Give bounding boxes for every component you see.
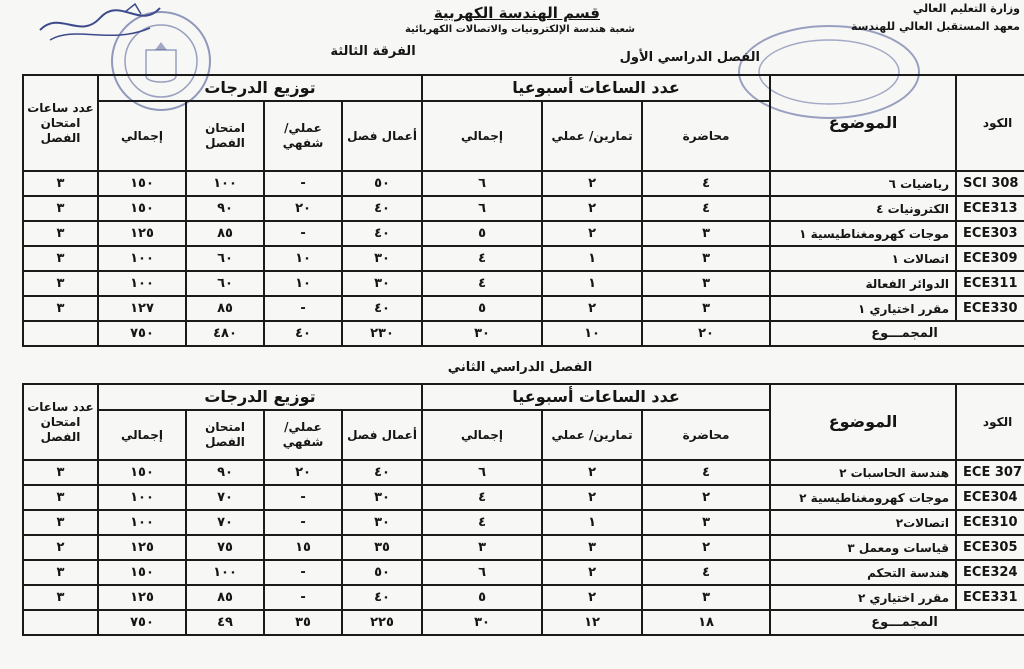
table-row (23, 246, 1024, 271)
cell-lecture: ٤ (642, 460, 770, 485)
cell-subject: قياسات ومعمل ٣ (770, 535, 956, 560)
cell-exam-hours: ٣ (23, 296, 98, 321)
cell-exercises: ٢ (542, 221, 642, 246)
col-coursework: أعمال فصل (342, 101, 422, 171)
cell-code: ECE324 (956, 560, 1024, 585)
col-subject: الموضوع (770, 384, 956, 460)
total-total-hours: ٣٠ (422, 610, 542, 635)
cell-total-grades: ١٠٠ (98, 246, 186, 271)
department-title: قسم الهندسة الكهربية (433, 4, 600, 22)
cell-exam: ٨٥ (186, 221, 264, 246)
cell-total-hours: ٤ (422, 485, 542, 510)
total-exam-hours (23, 610, 98, 635)
table-row (23, 485, 1024, 510)
cell-exercises: ٢ (542, 585, 642, 610)
cell-exam-hours: ٣ (23, 460, 98, 485)
cell-total-grades: ١٢٥ (98, 221, 186, 246)
col-exam-hours: عدد ساعات امتحان الفصل (23, 75, 98, 171)
cell-exam: ٦٠ (186, 271, 264, 296)
col-total-grades: إجمالي (98, 410, 186, 460)
cell-coursework: ٤٠ (342, 296, 422, 321)
cell-total-grades: ١٠٠ (98, 510, 186, 535)
cell-exam: ٧٠ (186, 485, 264, 510)
cell-subject: الكترونيات ٤ (770, 196, 956, 221)
cell-total-hours: ٦ (422, 196, 542, 221)
cell-coursework: ٤٠ (342, 221, 422, 246)
cell-code: ECE311 (956, 271, 1024, 296)
col-lecture: محاضرة (642, 410, 770, 460)
cell-lecture: ٤ (642, 560, 770, 585)
total-exam: ٤٨٠ (186, 321, 264, 346)
cell-exam-hours: ٣ (23, 171, 98, 196)
cell-total-hours: ٥ (422, 221, 542, 246)
cell-exam-hours: ٢ (23, 535, 98, 560)
cell-exercises: ٢ (542, 171, 642, 196)
semester1-label: الفصل الدراسي الأول (619, 50, 760, 65)
total-lecture: ٢٠ (642, 321, 770, 346)
col-total-hours: إجمالي (422, 410, 542, 460)
cell-subject: رياضيات ٦ (770, 171, 956, 196)
cell-exam: ٧٠ (186, 510, 264, 535)
cell-subject: هندسة الحاسبات ٢ (770, 460, 956, 485)
cell-coursework: ٥٠ (342, 171, 422, 196)
cell-code: SCI 308 (956, 171, 1024, 196)
total-total-grades: ٧٥٠ (98, 610, 186, 635)
cell-exam: ٧٥ (186, 535, 264, 560)
table-row (23, 510, 1024, 535)
col-practical-oral: عملي/ شفهي (264, 101, 342, 171)
cell-practical-oral: ١٥ (264, 535, 342, 560)
col-coursework: أعمال فصل (342, 410, 422, 460)
cell-code: ECE 307 (956, 460, 1024, 485)
cell-lecture: ٤ (642, 196, 770, 221)
year-label: الفرقة الثالثة (330, 44, 416, 59)
cell-exercises: ٣ (542, 535, 642, 560)
cell-lecture: ٣ (642, 296, 770, 321)
cell-coursework: ٤٠ (342, 585, 422, 610)
cell-exam-hours: ٣ (23, 560, 98, 585)
cell-code: ECE310 (956, 510, 1024, 535)
total-coursework: ٢٢٥ (342, 610, 422, 635)
total-exam-hours (23, 321, 98, 346)
cell-lecture: ٣ (642, 246, 770, 271)
cell-total-grades: ١٢٥ (98, 535, 186, 560)
cell-total-hours: ٦ (422, 171, 542, 196)
semester1-body (23, 171, 1024, 346)
cell-subject: مقرر اختياري ٢ (770, 585, 956, 610)
cell-subject: اتصالات ١ (770, 246, 956, 271)
cell-total-grades: ١٢٧ (98, 296, 186, 321)
col-total-grades: إجمالي (98, 101, 186, 171)
cell-code: ECE303 (956, 221, 1024, 246)
cell-practical-oral: - (264, 221, 342, 246)
cell-exam-hours: ٣ (23, 221, 98, 246)
col-weekly-hours: عدد الساعات أسبوعيا (422, 75, 770, 101)
total-exercises: ١٠ (542, 321, 642, 346)
cell-code: ECE331 (956, 585, 1024, 610)
cell-coursework: ٣٠ (342, 485, 422, 510)
cell-code: ECE313 (956, 196, 1024, 221)
table-row (23, 171, 1024, 196)
handwritten-signature-icon (30, 0, 180, 50)
cell-practical-oral: - (264, 485, 342, 510)
col-final-exam: امتحان الفصل (186, 101, 264, 171)
cell-total-grades: ١٥٠ (98, 196, 186, 221)
table-row (23, 560, 1024, 585)
col-exercises: تمارين/ عملي (542, 101, 642, 171)
cell-total-hours: ٤ (422, 246, 542, 271)
cell-practical-oral: - (264, 585, 342, 610)
col-total-hours: إجمالي (422, 101, 542, 171)
table-row (23, 585, 1024, 610)
cell-subject: هندسة التحكم (770, 560, 956, 585)
table-row (23, 296, 1024, 321)
cell-code: ECE330 (956, 296, 1024, 321)
cell-subject: الدوائر الفعالة (770, 271, 956, 296)
table-row (23, 460, 1024, 485)
cell-exam-hours: ٣ (23, 271, 98, 296)
cell-exam-hours: ٣ (23, 196, 98, 221)
cell-total-hours: ٥ (422, 585, 542, 610)
cell-practical-oral: - (264, 560, 342, 585)
col-grade-distribution: توزيع الدرجات (98, 384, 422, 410)
cell-lecture: ٤ (642, 171, 770, 196)
cell-coursework: ٣٠ (342, 510, 422, 535)
semester1-table (22, 74, 1024, 347)
cell-code: ECE304 (956, 485, 1024, 510)
cell-total-grades: ١٠٠ (98, 271, 186, 296)
cell-coursework: ٣٠ (342, 246, 422, 271)
cell-exercises: ٢ (542, 485, 642, 510)
cell-exercises: ١ (542, 271, 642, 296)
cell-subject: مقرر اختياري ١ (770, 296, 956, 321)
cell-exam: ١٠٠ (186, 560, 264, 585)
cell-coursework: ٤٠ (342, 196, 422, 221)
total-total-hours: ٣٠ (422, 321, 542, 346)
cell-exam: ٩٠ (186, 196, 264, 221)
col-lecture: محاضرة (642, 101, 770, 171)
cell-exam: ٦٠ (186, 246, 264, 271)
cell-total-grades: ١٥٠ (98, 171, 186, 196)
cell-total-hours: ٦ (422, 460, 542, 485)
ministry-line2: معهد المستقبل العالي للهندسة (850, 20, 1020, 33)
cell-coursework: ٣٠ (342, 271, 422, 296)
cell-lecture: ٢ (642, 485, 770, 510)
cell-lecture: ٣ (642, 585, 770, 610)
cell-exercises: ٢ (542, 196, 642, 221)
table-row (23, 535, 1024, 560)
cell-exam-hours: ٣ (23, 510, 98, 535)
cell-exam: ٩٠ (186, 460, 264, 485)
total-coursework: ٢٣٠ (342, 321, 422, 346)
cell-coursework: ٥٠ (342, 560, 422, 585)
col-code: الكود (956, 75, 1024, 171)
cell-exam-hours: ٣ (23, 485, 98, 510)
totals-label: المجمـــوع (770, 610, 1024, 635)
col-grade-distribution: توزيع الدرجات (98, 75, 422, 101)
cell-practical-oral: ٢٠ (264, 460, 342, 485)
cell-practical-oral: - (264, 510, 342, 535)
col-exam-hours: عدد ساعات امتحان الفصل (23, 384, 98, 460)
cell-exam: ٨٥ (186, 296, 264, 321)
col-subject: الموضوع (770, 75, 956, 171)
cell-exam: ٨٥ (186, 585, 264, 610)
cell-lecture: ٣ (642, 221, 770, 246)
total-exam: ٤٩ (186, 610, 264, 635)
table-row (23, 196, 1024, 221)
cell-total-hours: ٦ (422, 560, 542, 585)
cell-exam: ١٠٠ (186, 171, 264, 196)
total-total-grades: ٧٥٠ (98, 321, 186, 346)
col-code: الكود (956, 384, 1024, 460)
cell-subject: موجات كهرومغناطيسية ٢ (770, 485, 956, 510)
cell-practical-oral: - (264, 296, 342, 321)
cell-exercises: ١ (542, 246, 642, 271)
cell-lecture: ٣ (642, 510, 770, 535)
table-row (23, 271, 1024, 296)
ministry-line1: وزارة التعليم العالي (912, 2, 1020, 15)
total-practical-oral: ٤٠ (264, 321, 342, 346)
cell-total-hours: ٤ (422, 510, 542, 535)
totals-row (23, 610, 1024, 635)
cell-total-hours: ٤ (422, 271, 542, 296)
cell-exercises: ٢ (542, 560, 642, 585)
cell-total-hours: ٣ (422, 535, 542, 560)
cell-lecture: ٢ (642, 535, 770, 560)
totals-label: المجمـــوع (770, 321, 1024, 346)
cell-exercises: ٢ (542, 296, 642, 321)
semester2-label: الفصل الدراسي الثاني (447, 360, 593, 375)
cell-exam-hours: ٣ (23, 585, 98, 610)
department-subtitle: شعبة هندسة الإلكترونيات والاتصالات الكهربائية (404, 24, 636, 35)
col-final-exam: امتحان الفصل (186, 410, 264, 460)
semester2-table (22, 383, 1024, 636)
totals-row (23, 321, 1024, 346)
cell-practical-oral: ٢٠ (264, 196, 342, 221)
cell-subject: اتصالات٢ (770, 510, 956, 535)
total-lecture: ١٨ (642, 610, 770, 635)
semester2-body (23, 460, 1024, 635)
cell-code: ECE309 (956, 246, 1024, 271)
cell-practical-oral: ١٠ (264, 271, 342, 296)
col-weekly-hours: عدد الساعات أسبوعيا (422, 384, 770, 410)
cell-exercises: ٢ (542, 460, 642, 485)
cell-practical-oral: - (264, 171, 342, 196)
col-exercises: تمارين/ عملي (542, 410, 642, 460)
cell-total-grades: ١٥٠ (98, 560, 186, 585)
table-row (23, 221, 1024, 246)
cell-coursework: ٣٥ (342, 535, 422, 560)
cell-total-hours: ٥ (422, 296, 542, 321)
cell-lecture: ٣ (642, 271, 770, 296)
total-practical-oral: ٣٥ (264, 610, 342, 635)
col-practical-oral: عملي/ شفهي (264, 410, 342, 460)
cell-subject: موجات كهرومغناطيسية ١ (770, 221, 956, 246)
cell-total-grades: ١٥٠ (98, 460, 186, 485)
cell-code: ECE305 (956, 535, 1024, 560)
cell-coursework: ٤٠ (342, 460, 422, 485)
cell-exam-hours: ٣ (23, 246, 98, 271)
cell-total-grades: ١٠٠ (98, 485, 186, 510)
cell-total-grades: ١٢٥ (98, 585, 186, 610)
cell-exercises: ١ (542, 510, 642, 535)
cell-practical-oral: ١٠ (264, 246, 342, 271)
total-exercises: ١٢ (542, 610, 642, 635)
